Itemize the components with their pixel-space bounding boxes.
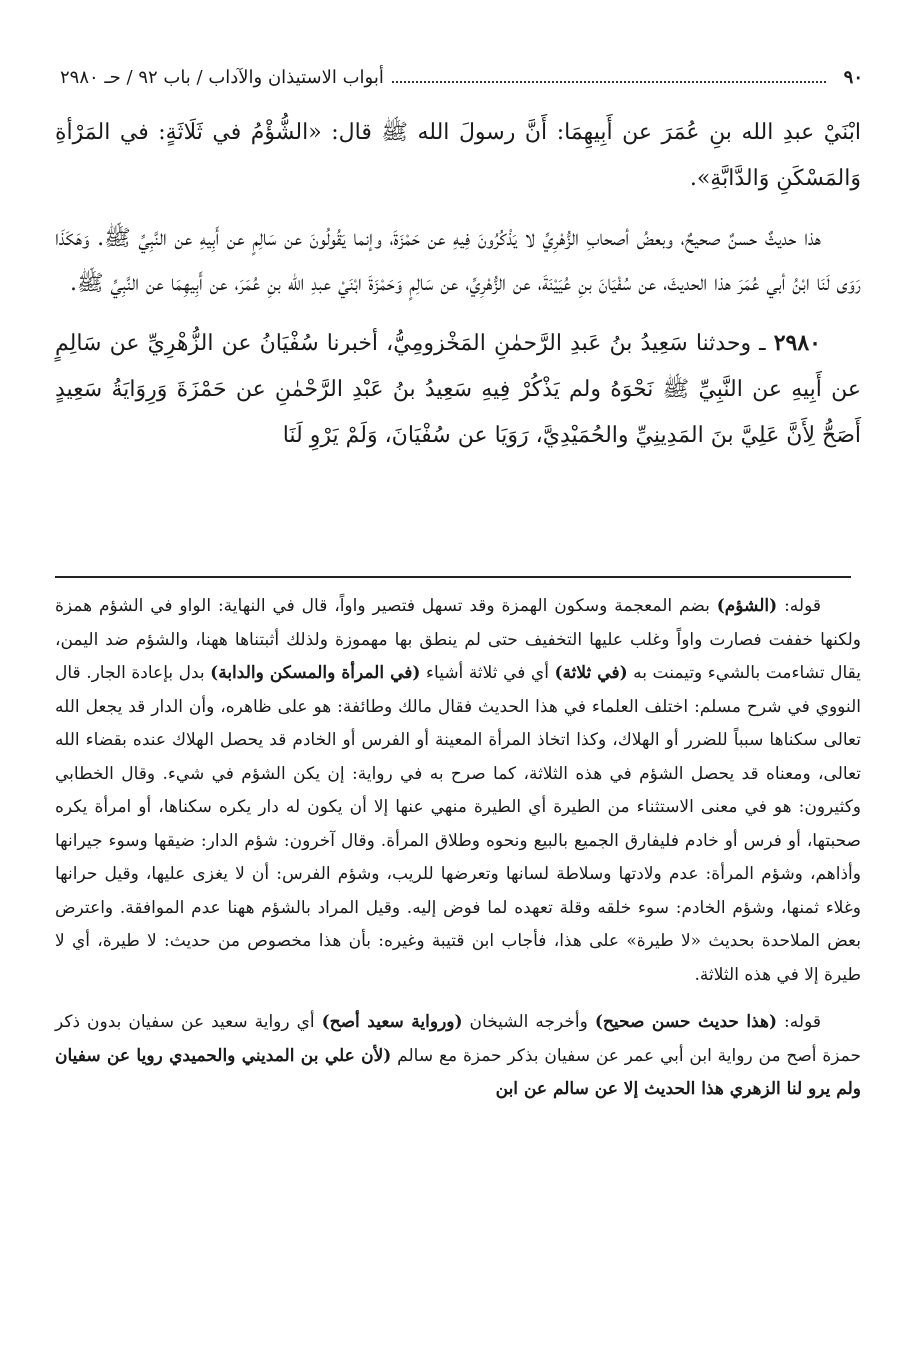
- note-lead: قوله:: [777, 1012, 821, 1032]
- main-text: [55, 110, 861, 473]
- hadith-text: ـ وحدثنا سَعِيدُ بنُ عَبدِ الرَّحمٰنِ المَخْزومِيُّ، أخبرنا سُفْيَانُ عن الزُّهْرِيِّ عن سَالِمٍ عن أَبِيهِ عن النَّبِيِّ ﷺ نَحْوَهُ ولم يَذْكُرْ فِيهِ سَعِيدُ بنُ عَبْدِ الرَّحْمٰنِ عن حَمْزَةَ وَرِوَايَةُ سَعِيدٍ أَصَحُّ لِأَنَّ عَلِيَّ بنَ المَدِينِيِّ والحُمَيْدِيَّ، رَوَيَا عن سُفْيَانَ، وَلَمْ يَرْوِ لَنَا: [55, 331, 861, 448]
- note-term: (في المرأة والمسكن والدابة): [210, 663, 421, 683]
- note-term: (الشؤم): [716, 596, 778, 616]
- running-title: أبواب الاستيذان والآداب / باب ٩٢ / حـ ٢٩٨٠: [60, 66, 384, 88]
- footnote-divider: [55, 576, 851, 578]
- hadith-number: ٢٩٨٠: [773, 330, 821, 357]
- page-number: ٩٠: [843, 66, 863, 88]
- running-header: [60, 60, 863, 94]
- note-term: (هذا حديث حسن صحيح): [594, 1012, 778, 1032]
- main-paragraph-3: [55, 321, 861, 458]
- main-paragraph-1: ابْنَيْ عبدِ الله بنِ عُمَرَ عن أَبِيهِمَا: أَنَّ رسولَ الله ﷺ قال: «الشُّؤْمُ في ثَلَاثَةٍ: في المَرْأةِ وَالمَسْكَنِ وَالدَّابَّةِ».: [55, 120, 861, 191]
- note-text: بضم المعجمة وسكون الهمزة وقد تسهل فتصير واواً، قال في النهاية: الواو في الشؤم همزة ولكنها خففت فصارت واواً وغلب عليها التخفيف حتى لم ينطق بها مهموزة ولذلك أثبتناها ههنا، والشؤم ضد اليمن، يقال تشاءمت بالشيء وتيمنت به: [55, 596, 861, 683]
- note-term: (ورواية سعيد أصح): [321, 1012, 463, 1032]
- note-text: أي في ثلاثة أشياء: [420, 663, 555, 683]
- note-text: وأخرجه الشيخان: [462, 1012, 595, 1032]
- note-lead: قوله:: [777, 596, 821, 616]
- dotted-leader: [392, 80, 826, 83]
- commentary: [55, 590, 861, 1121]
- note-term: (لأن علي بن المديني والحميدي رويا عن سفيان ولم يرو لنا الزهري هذا الحديث إلا عن سالم عن ابن: [55, 1045, 861, 1099]
- note-text: بدل بإعادة الجار. قال النووي في شرح مسلم: اختلف العلماء في هذا الحديث فقال مالك وطائفة: هو على ظاهره، وأن الدار قد يجعل الله تعالى سكناها سبباً للضرر أو الهلاك، وكذا اتخاذ المرأة المعينة أو الفرس أو الخادم قد يحصل الهلاك عنده بقضاء الله تعالى، ومعناه قد يحصل الشؤم في هذه الثلاثة، كما صرح به في رواية: إن يكن الشؤم في شيء. وقال الخطابي وكثيرون: هو في معنى الاستثناء من الطيرة أي الطيرة منهي عنها إلا أن يكون له دار يكره سكناها، أو امرأة يكره صحبتها، أو فرس أو خادم فليفارق الجميع بالبيع ونحوه وطلاق المرأة. وقال آخرون: شؤم الدار: ضيقها وسوء جيرانها وأذاهم، وشؤم المرأة: عدم ولادتها وسلاطة لسانها وتعرضها للريب، وشؤم الفرس: أن لا يغزى عليها، وقيل حرانها وغلاء ثمنها، وشؤم الخادم: سوء خلقه وقلة تعهده لما فوض إليه. وقيل المراد بالشؤم ههنا عدم الموافقة. واعترض بعض الملاحدة بحديث «لا طيرة» على هذا، فأجاب ابن قتيبة وغيره: بأن هذا مخصوص من حديث: لا طيرة، أي لا طيرة إلا في هذه الثلاثة.: [55, 663, 861, 985]
- note-text: أي رواية سعيد عن سفيان بدون ذكر حمزة أصح من رواية ابن أبي عمر عن سفيان بذكر حمزة مع سالم: [55, 1012, 861, 1066]
- main-paragraph-2: هذا حديثٌ حسنٌ صحيحٌ، وبعضُ أصحابِ الزُّهْرِيِّ لا يَذْكُرُونَ فِيهِ عن حَمْزَةَ، وإنما يَقُولُونَ عن سَالِمٍ عن أَبِيهِ عن النَّبِيِّ ﷺ. وَهَكَذَا رَوَى لَنَا ابْنُ أبي عُمَرَ هذا الحديثَ، عن سُفْيَانَ بنِ عُيَيْنَةَ، عن الزُّهْرِيِّ، عن سَالِمٍ وَحَمْزَةَ ابْنَيْ عبدِ الله بنِ عُمَرَ، عن أَبِيهِمَا عن النَّبِيِّ ﷺ.: [55, 225, 861, 297]
- commentary-note-1: [55, 590, 861, 992]
- note-term: (في ثلاثة): [554, 663, 628, 683]
- commentary-note-2: [55, 1006, 861, 1107]
